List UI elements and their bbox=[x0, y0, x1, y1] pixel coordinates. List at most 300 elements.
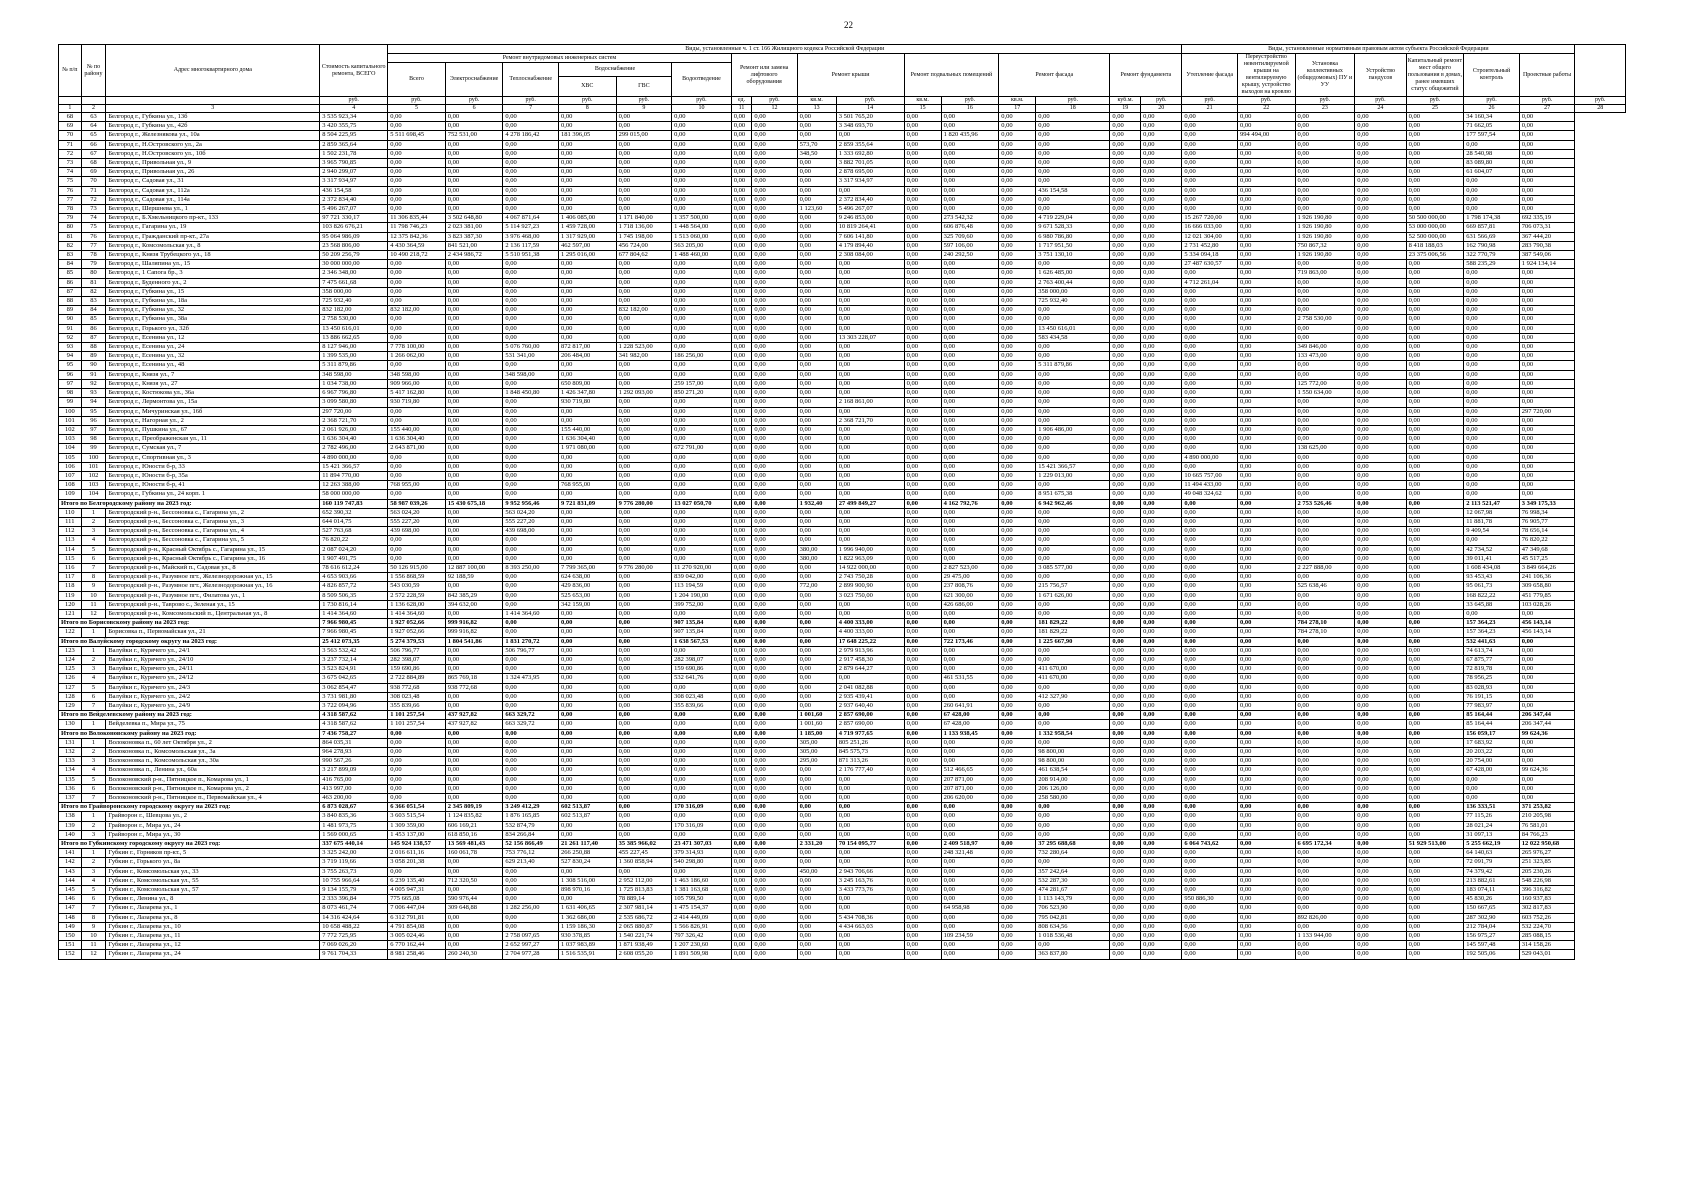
value-cell: 0,00 bbox=[836, 444, 904, 453]
district-number: 6 bbox=[81, 692, 106, 701]
table-row bbox=[59, 177, 1626, 186]
row-number: 81 bbox=[59, 232, 82, 241]
value-cell: 4 719 229,04 bbox=[1036, 214, 1110, 223]
row-number: 89 bbox=[59, 306, 82, 315]
value-cell: 0,00 bbox=[558, 508, 616, 517]
value-cell: 0,00 bbox=[999, 177, 1036, 186]
value-cell: 0,00 bbox=[999, 370, 1036, 379]
address-cell: Белгород г., Сумская ул., 7 bbox=[106, 444, 320, 453]
value-cell: 6 239 135,40 bbox=[388, 876, 446, 885]
value-cell: 2 368 721,70 bbox=[836, 416, 904, 425]
value-cell: 0,00 bbox=[1406, 499, 1464, 508]
address-cell: Белгород г., 1 Сапога бр., 3 bbox=[106, 269, 320, 278]
address-cell: Губкин г., Лазарева ул., 8 bbox=[106, 913, 320, 922]
value-cell: 0,00 bbox=[503, 876, 559, 885]
value-cell: 0,00 bbox=[1182, 628, 1238, 637]
value-cell: 0,00 bbox=[388, 140, 446, 149]
district-number: 67 bbox=[81, 149, 106, 158]
value-cell: 0,00 bbox=[445, 389, 503, 398]
value-cell: 0,00 bbox=[1519, 416, 1575, 425]
value-cell: 0,00 bbox=[1237, 260, 1295, 269]
value-cell: 0,00 bbox=[731, 711, 752, 720]
value-cell: 0,00 bbox=[836, 490, 904, 499]
value-cell: 0,00 bbox=[672, 646, 732, 655]
value-cell: 0,00 bbox=[1182, 941, 1238, 950]
district-number: 4 bbox=[81, 766, 106, 775]
column-number-cell: 15 bbox=[904, 105, 941, 113]
value-cell: 0,00 bbox=[445, 287, 503, 296]
value-cell: 0,00 bbox=[1406, 674, 1464, 683]
value-cell: 0,00 bbox=[1519, 122, 1575, 131]
value-cell: 0,00 bbox=[836, 508, 904, 517]
value-cell: 0,00 bbox=[445, 278, 503, 287]
address-cell: Волоконовка п., Комсомольская ул., 30а bbox=[106, 757, 320, 766]
row-number: 133 bbox=[59, 757, 82, 766]
value-cell: 0,00 bbox=[1141, 113, 1182, 122]
value-cell: 0,00 bbox=[1110, 195, 1141, 204]
value-cell: 12 022 950,68 bbox=[1519, 840, 1575, 849]
value-cell: 0,00 bbox=[797, 223, 836, 232]
value-cell: 0,00 bbox=[1355, 140, 1406, 149]
col-header-foundation: Ремонт фундамента bbox=[1110, 54, 1182, 97]
value-cell: 2 758 530,00 bbox=[1295, 315, 1355, 324]
value-cell: 0,00 bbox=[1237, 692, 1295, 701]
value-cell: 0,00 bbox=[1355, 573, 1406, 582]
value-cell: 0,00 bbox=[445, 481, 503, 490]
value-cell: 0,00 bbox=[752, 821, 797, 830]
value-cell: 0,00 bbox=[731, 563, 752, 572]
value-cell: 0,00 bbox=[388, 297, 446, 306]
column-number-cell: 25 bbox=[1406, 105, 1464, 113]
value-cell: 7 475 661,68 bbox=[320, 278, 388, 287]
value-cell: 248 321,48 bbox=[941, 849, 999, 858]
value-cell: 0,00 bbox=[999, 692, 1036, 701]
value-cell: 4 278 186,42 bbox=[503, 131, 559, 140]
value-cell: 78 889,14 bbox=[616, 895, 672, 904]
value-cell: 0,00 bbox=[672, 149, 732, 158]
value-cell: 2 368 721,70 bbox=[320, 416, 388, 425]
value-cell: 0,00 bbox=[1141, 186, 1182, 195]
value-cell: 0,00 bbox=[752, 370, 797, 379]
value-cell: 0,00 bbox=[1355, 444, 1406, 453]
value-cell: 0,00 bbox=[503, 269, 559, 278]
value-cell: 0,00 bbox=[1519, 149, 1575, 158]
value-cell: 0,00 bbox=[904, 665, 941, 674]
unit-cell: руб. bbox=[388, 97, 446, 105]
value-cell: 0,00 bbox=[1355, 941, 1406, 950]
value-cell: 0,00 bbox=[672, 812, 732, 821]
value-cell: 0,00 bbox=[904, 692, 941, 701]
value-cell: 0,00 bbox=[731, 306, 752, 315]
value-cell: 348 598,00 bbox=[503, 370, 559, 379]
value-cell: 0,00 bbox=[1295, 297, 1355, 306]
address-cell: Валуйки г., Курячего ул., 24/2 bbox=[106, 692, 320, 701]
value-cell: 0,00 bbox=[999, 398, 1036, 407]
value-cell: 1 730 816,14 bbox=[320, 600, 388, 609]
district-number: 81 bbox=[81, 278, 106, 287]
value-cell: 0,00 bbox=[1519, 784, 1575, 793]
value-cell: 0,00 bbox=[1464, 416, 1520, 425]
value-cell: 0,00 bbox=[941, 389, 999, 398]
value-cell: 0,00 bbox=[503, 490, 559, 499]
value-cell: 0,00 bbox=[1110, 932, 1141, 941]
value-cell: 0,00 bbox=[1295, 720, 1355, 729]
value-cell: 0,00 bbox=[558, 545, 616, 554]
value-cell: 0,00 bbox=[1182, 508, 1238, 517]
value-cell: 0,00 bbox=[1406, 830, 1464, 839]
value-cell: 0,00 bbox=[999, 729, 1036, 738]
value-cell: 0,00 bbox=[388, 177, 446, 186]
value-cell: 2 899 900,90 bbox=[836, 582, 904, 591]
value-cell: 0,00 bbox=[1519, 315, 1575, 324]
value-cell: 0,00 bbox=[1406, 462, 1464, 471]
value-cell: 8 418 188,03 bbox=[1406, 241, 1464, 250]
value-cell: 6 312 791,81 bbox=[388, 913, 446, 922]
value-cell: 0,00 bbox=[731, 416, 752, 425]
value-cell: 325 709,60 bbox=[941, 232, 999, 241]
col-header-total-cost: Стоимость капитального ремонта, ВСЕГО bbox=[320, 45, 388, 97]
value-cell: 76 191,15 bbox=[1464, 692, 1520, 701]
value-cell: 0,00 bbox=[1141, 195, 1182, 204]
value-cell: 0,00 bbox=[1110, 113, 1141, 122]
value-cell: 0,00 bbox=[672, 481, 732, 490]
value-cell: 938 772,68 bbox=[388, 683, 446, 692]
value-cell: 0,00 bbox=[1237, 711, 1295, 720]
address-cell: Белгород г., Губкина ул., 13б bbox=[106, 113, 320, 122]
value-cell: 0,00 bbox=[752, 297, 797, 306]
value-cell: 0,00 bbox=[503, 886, 559, 895]
value-cell: 0,00 bbox=[1355, 619, 1406, 628]
value-cell: 0,00 bbox=[1036, 609, 1110, 618]
value-cell: 0,00 bbox=[797, 269, 836, 278]
table-row bbox=[59, 738, 1626, 747]
table-row bbox=[59, 794, 1626, 803]
value-cell: 0,00 bbox=[1141, 692, 1182, 701]
value-cell: 2 859 355,64 bbox=[836, 140, 904, 149]
unit-cell: руб. bbox=[1141, 97, 1182, 105]
value-cell: 0,00 bbox=[1036, 315, 1110, 324]
value-cell: 0,00 bbox=[503, 444, 559, 453]
value-cell: 0,00 bbox=[752, 563, 797, 572]
value-cell: 0,00 bbox=[1110, 416, 1141, 425]
value-cell: 0,00 bbox=[1464, 536, 1520, 545]
value-cell: 0,00 bbox=[1295, 490, 1355, 499]
table-row bbox=[59, 159, 1626, 168]
value-cell: 0,00 bbox=[672, 435, 732, 444]
value-cell: 0,00 bbox=[672, 545, 732, 554]
district-number: 1 bbox=[81, 812, 106, 821]
value-cell: 0,00 bbox=[1237, 784, 1295, 793]
table-row bbox=[59, 398, 1626, 407]
value-cell: 950 886,30 bbox=[1182, 895, 1238, 904]
value-cell: 84 766,23 bbox=[1519, 830, 1575, 839]
value-cell: 463 200,00 bbox=[320, 794, 388, 803]
value-cell: 0,00 bbox=[752, 674, 797, 683]
value-cell: 0,00 bbox=[1036, 113, 1110, 122]
value-cell: 0,00 bbox=[1182, 177, 1238, 186]
address-cell: Белгородский р-н., Красный Октябрь с., Гагарина ул., 15 bbox=[106, 545, 320, 554]
value-cell: 0,00 bbox=[503, 379, 559, 388]
table-row bbox=[59, 941, 1626, 950]
value-cell: 0,00 bbox=[1464, 297, 1520, 306]
value-cell: 0,00 bbox=[1036, 527, 1110, 536]
value-cell: 0,00 bbox=[797, 159, 836, 168]
row-number: 139 bbox=[59, 821, 82, 830]
value-cell: 0,00 bbox=[999, 214, 1036, 223]
value-cell: 0,00 bbox=[752, 260, 797, 269]
value-cell: 0,00 bbox=[836, 306, 904, 315]
value-cell: 309 658,80 bbox=[1519, 582, 1575, 591]
value-cell: 0,00 bbox=[503, 794, 559, 803]
value-cell: 0,00 bbox=[672, 425, 732, 434]
value-cell: 0,00 bbox=[797, 941, 836, 950]
value-cell: 83 028,93 bbox=[1464, 683, 1520, 692]
value-cell: 7 772 725,95 bbox=[320, 932, 388, 941]
value-cell: 0,00 bbox=[904, 260, 941, 269]
value-cell: 1 228 523,00 bbox=[616, 343, 672, 352]
value-cell: 3 675 042,65 bbox=[320, 674, 388, 683]
value-cell: 0,00 bbox=[1036, 195, 1110, 204]
address-cell: Белгородский р-н., Разумное пгт., Железнодорожная ул., 15 bbox=[106, 573, 320, 582]
value-cell: 0,00 bbox=[445, 775, 503, 784]
value-cell: 1 124 835,82 bbox=[445, 812, 503, 821]
value-cell: 0,00 bbox=[445, 932, 503, 941]
value-cell: 0,00 bbox=[1406, 425, 1464, 434]
subtotal-row bbox=[59, 711, 1626, 720]
table-row bbox=[59, 168, 1626, 177]
value-cell: 0,00 bbox=[999, 913, 1036, 922]
value-cell: 0,00 bbox=[558, 260, 616, 269]
value-cell: 0,00 bbox=[904, 600, 941, 609]
value-cell: 0,00 bbox=[1036, 858, 1110, 867]
value-cell: 0,00 bbox=[1110, 895, 1141, 904]
address-cell: Белгород г., Есенина ул., 24 bbox=[106, 343, 320, 352]
column-number-cell: 10 bbox=[672, 105, 732, 113]
value-cell: 0,00 bbox=[558, 140, 616, 149]
row-number: 87 bbox=[59, 287, 82, 296]
value-cell: 0,00 bbox=[941, 830, 999, 839]
value-cell: 0,00 bbox=[1110, 251, 1141, 260]
address-cell: Белгородский р-н., Разумное пгт., Железнодорожная ул., 16 bbox=[106, 582, 320, 591]
value-cell: 0,00 bbox=[731, 812, 752, 821]
value-cell: 0,00 bbox=[1110, 729, 1141, 738]
table-row bbox=[59, 278, 1626, 287]
value-cell: 0,00 bbox=[1237, 729, 1295, 738]
value-cell: 2 952 112,00 bbox=[616, 876, 672, 885]
value-cell: 1 926 190,80 bbox=[1295, 214, 1355, 223]
value-cell: 0,00 bbox=[1295, 306, 1355, 315]
value-cell: 0,00 bbox=[1406, 297, 1464, 306]
value-cell: 0,00 bbox=[999, 609, 1036, 618]
value-cell: 0,00 bbox=[797, 904, 836, 913]
value-cell: 3 237 732,14 bbox=[320, 655, 388, 664]
value-cell: 0,00 bbox=[1406, 435, 1464, 444]
value-cell: 0,00 bbox=[752, 140, 797, 149]
value-cell: 70 154 095,77 bbox=[836, 840, 904, 849]
value-cell: 0,00 bbox=[445, 527, 503, 536]
column-number-cell: 21 bbox=[1182, 105, 1238, 113]
value-cell: 0,00 bbox=[797, 821, 836, 830]
value-cell: 0,00 bbox=[1237, 655, 1295, 664]
value-cell: 0,00 bbox=[731, 333, 752, 342]
value-cell: 0,00 bbox=[752, 232, 797, 241]
value-cell: 525 653,00 bbox=[558, 591, 616, 600]
value-cell: 0,00 bbox=[1464, 269, 1520, 278]
value-cell: 0,00 bbox=[1237, 646, 1295, 655]
district-number: 2 bbox=[81, 858, 106, 867]
value-cell: 0,00 bbox=[999, 720, 1036, 729]
value-cell: 0,00 bbox=[731, 766, 752, 775]
value-cell: 0,00 bbox=[1464, 343, 1520, 352]
value-cell: 0,00 bbox=[1141, 922, 1182, 931]
value-cell: 506 796,77 bbox=[503, 646, 559, 655]
value-cell: 0,00 bbox=[1182, 425, 1238, 434]
value-cell: 0,00 bbox=[1110, 563, 1141, 572]
value-cell: 1 798 174,38 bbox=[1464, 214, 1520, 223]
value-cell: 0,00 bbox=[503, 260, 559, 269]
value-cell: 0,00 bbox=[1110, 352, 1141, 361]
value-cell: 0,00 bbox=[558, 674, 616, 683]
value-cell: 0,00 bbox=[999, 278, 1036, 287]
table-row bbox=[59, 784, 1626, 793]
value-cell: 0,00 bbox=[1237, 950, 1295, 959]
value-cell: 0,00 bbox=[672, 462, 732, 471]
value-cell: 0,00 bbox=[1237, 508, 1295, 517]
value-cell: 9 761 704,33 bbox=[320, 950, 388, 959]
value-cell: 0,00 bbox=[999, 849, 1036, 858]
value-cell: 0,00 bbox=[1141, 241, 1182, 250]
value-cell: 6 064 743,62 bbox=[1182, 840, 1238, 849]
value-cell: 15 421 366,57 bbox=[320, 462, 388, 471]
table-row bbox=[59, 297, 1626, 306]
value-cell: 0,00 bbox=[1237, 573, 1295, 582]
value-cell: 0,00 bbox=[731, 886, 752, 895]
value-cell: 0,00 bbox=[1110, 674, 1141, 683]
value-cell: 0,00 bbox=[1036, 453, 1110, 462]
district-number: 7 bbox=[81, 794, 106, 803]
value-cell: 0,00 bbox=[731, 876, 752, 885]
subtotal-row bbox=[59, 840, 1626, 849]
value-cell: 0,00 bbox=[672, 195, 732, 204]
row-number: 146 bbox=[59, 895, 82, 904]
district-number: 89 bbox=[81, 352, 106, 361]
value-cell: 0,00 bbox=[1355, 370, 1406, 379]
value-cell: 2 722 884,89 bbox=[388, 674, 446, 683]
value-cell: 0,00 bbox=[616, 665, 672, 674]
value-cell: 0,00 bbox=[445, 453, 503, 462]
value-cell: 0,00 bbox=[1355, 398, 1406, 407]
value-cell: 0,00 bbox=[503, 619, 559, 628]
value-cell: 753 776,12 bbox=[503, 849, 559, 858]
value-cell: 0,00 bbox=[731, 140, 752, 149]
value-cell: 0,00 bbox=[1237, 324, 1295, 333]
value-cell: 0,00 bbox=[797, 830, 836, 839]
value-cell: 0,00 bbox=[941, 665, 999, 674]
value-cell: 0,00 bbox=[1036, 131, 1110, 140]
value-cell: 0,00 bbox=[999, 628, 1036, 637]
value-cell: 0,00 bbox=[797, 195, 836, 204]
value-cell: 4 791 854,08 bbox=[388, 922, 446, 931]
value-cell: 5 311 879,86 bbox=[320, 361, 388, 370]
district-number: 7 bbox=[81, 904, 106, 913]
value-cell: 0,00 bbox=[752, 941, 797, 950]
value-cell: 0,00 bbox=[672, 729, 732, 738]
value-cell: 0,00 bbox=[388, 766, 446, 775]
value-cell: 2 979 913,96 bbox=[836, 646, 904, 655]
value-cell: 299 015,00 bbox=[616, 131, 672, 140]
value-cell: 0,00 bbox=[731, 407, 752, 416]
value-cell: 0,00 bbox=[1182, 389, 1238, 398]
value-cell: 0,00 bbox=[1182, 766, 1238, 775]
row-number: 134 bbox=[59, 766, 82, 775]
value-cell: 0,00 bbox=[1295, 416, 1355, 425]
value-cell: 652 390,32 bbox=[320, 508, 388, 517]
value-cell: 0,00 bbox=[941, 554, 999, 563]
value-cell: 1 414 364,60 bbox=[388, 609, 446, 618]
value-cell: 387 549,06 bbox=[1519, 251, 1575, 260]
row-number: 123 bbox=[59, 646, 82, 655]
value-cell: 0,00 bbox=[797, 591, 836, 600]
value-cell: 0,00 bbox=[1141, 794, 1182, 803]
value-cell: 0,00 bbox=[1141, 711, 1182, 720]
value-cell: 1 324 473,95 bbox=[503, 674, 559, 683]
value-cell: 5 511 698,45 bbox=[388, 131, 446, 140]
value-cell: 0,00 bbox=[388, 122, 446, 131]
value-cell: 0,00 bbox=[1355, 315, 1406, 324]
value-cell: 0,00 bbox=[1182, 333, 1238, 342]
value-cell: 0,00 bbox=[1519, 794, 1575, 803]
col-header-district-num: № по району bbox=[81, 45, 106, 97]
value-cell: 0,00 bbox=[1519, 702, 1575, 711]
value-cell: 0,00 bbox=[1355, 159, 1406, 168]
value-cell: 0,00 bbox=[672, 297, 732, 306]
value-cell: 0,00 bbox=[1237, 471, 1295, 480]
value-cell: 845 575,73 bbox=[836, 748, 904, 757]
value-cell: 0,00 bbox=[1110, 913, 1141, 922]
value-cell: 0,00 bbox=[999, 858, 1036, 867]
value-cell: 0,00 bbox=[672, 453, 732, 462]
value-cell: 0,00 bbox=[1237, 757, 1295, 766]
value-cell: 0,00 bbox=[1110, 205, 1141, 214]
units-row bbox=[59, 97, 1626, 105]
value-cell: 206 484,00 bbox=[558, 352, 616, 361]
value-cell: 0,00 bbox=[1182, 195, 1238, 204]
value-cell: 0,00 bbox=[1141, 278, 1182, 287]
value-cell: 0,00 bbox=[836, 609, 904, 618]
table-row bbox=[59, 435, 1626, 444]
value-cell: 0,00 bbox=[797, 232, 836, 241]
value-cell: 3 085 577,00 bbox=[1036, 563, 1110, 572]
value-cell: 0,00 bbox=[731, 195, 752, 204]
value-cell: 314 158,26 bbox=[1519, 941, 1575, 950]
value-cell: 0,00 bbox=[445, 913, 503, 922]
value-cell: 0,00 bbox=[731, 784, 752, 793]
value-cell: 8 127 946,00 bbox=[320, 343, 388, 352]
value-cell: 160 119 747,83 bbox=[320, 499, 388, 508]
address-cell: Белгородский р-н., Таврово с., Зеленая ул., 15 bbox=[106, 600, 320, 609]
unit-cell: руб. bbox=[941, 97, 999, 105]
table-row bbox=[59, 591, 1626, 600]
value-cell: 0,00 bbox=[999, 232, 1036, 241]
value-cell: 0,00 bbox=[1519, 113, 1575, 122]
value-cell: 10 665 757,00 bbox=[1182, 471, 1238, 480]
row-number: 72 bbox=[59, 149, 82, 158]
value-cell: 23 375 006,56 bbox=[1406, 251, 1464, 260]
district-number: 2 bbox=[81, 748, 106, 757]
value-cell: 0,00 bbox=[999, 113, 1036, 122]
value-cell: 1 309 359,00 bbox=[388, 821, 446, 830]
value-cell: 0,00 bbox=[1110, 140, 1141, 149]
